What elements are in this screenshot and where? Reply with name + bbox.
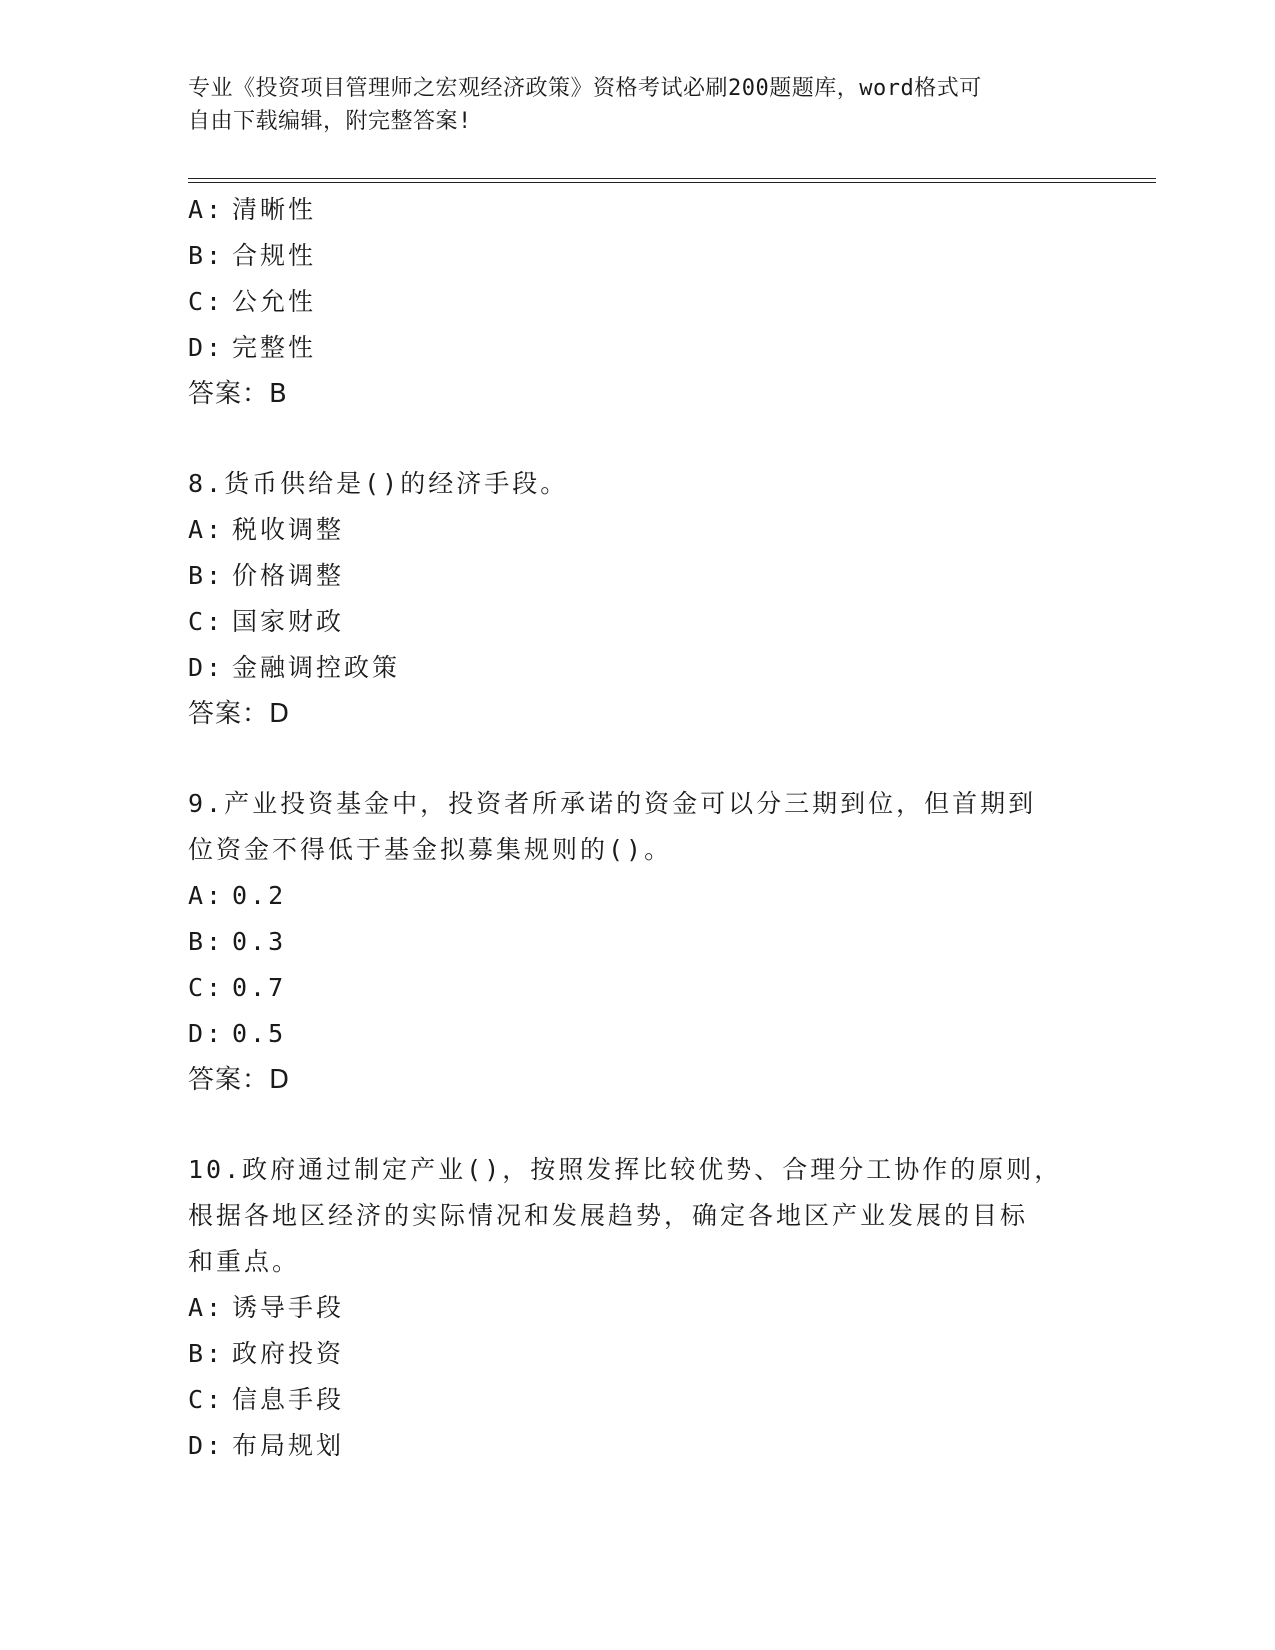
option-key: A:	[188, 515, 225, 544]
option-key: C:	[188, 1385, 225, 1414]
option-text: 国家财政	[232, 607, 345, 636]
option-d	[188, 325, 1068, 371]
option-text: 0.2	[232, 881, 287, 910]
option-key: B:	[188, 561, 225, 590]
option-key: D:	[188, 333, 225, 362]
option-text: 0.5	[232, 1019, 287, 1048]
option-c	[188, 599, 1068, 645]
option-text: 税收调整	[232, 515, 345, 544]
option-b	[188, 553, 1068, 599]
option-key: C:	[188, 287, 225, 316]
option-key: A:	[188, 881, 225, 910]
question-list	[188, 187, 1068, 1469]
answer-line: 答案：D	[188, 699, 291, 729]
option-text: 政府投资	[232, 1339, 345, 1368]
option-text: 金融调控政策	[232, 653, 401, 682]
question-stem-line-3: 和重点。	[188, 1247, 301, 1276]
option-c	[188, 1377, 1068, 1423]
option-a	[188, 507, 1068, 553]
option-key: D:	[188, 1019, 225, 1048]
option-key: C:	[188, 607, 225, 636]
header-divider	[188, 178, 1156, 183]
option-b	[188, 1331, 1068, 1377]
answer-line: 答案：B	[188, 379, 288, 409]
question-stem: 8.货币供给是()的经济手段。	[188, 469, 569, 498]
question-8	[188, 461, 1068, 737]
option-text: 合规性	[232, 241, 317, 270]
option-d	[188, 645, 1068, 691]
option-text: 完整性	[232, 333, 317, 362]
option-d	[188, 1011, 1068, 1057]
option-key: A:	[188, 1293, 225, 1322]
option-c	[188, 279, 1068, 325]
answer-line: 答案：D	[188, 1065, 291, 1095]
option-text: 0.7	[232, 973, 287, 1002]
option-b	[188, 919, 1068, 965]
spacer	[188, 1103, 1068, 1147]
option-key: B:	[188, 241, 225, 270]
option-text: 价格调整	[232, 561, 345, 590]
option-text: 清晰性	[232, 195, 317, 224]
option-c	[188, 965, 1068, 1011]
option-key: D:	[188, 1431, 225, 1460]
option-text: 布局规划	[232, 1431, 345, 1460]
header-line-1: 专业《投资项目管理师之宏观经济政策》资格考试必刷200题题库，word格式可	[188, 76, 982, 101]
question-stem-line-1: 9.产业投资基金中，投资者所承诺的资金可以分三期到位，但首期到	[188, 789, 1037, 818]
question-7-options	[188, 187, 1068, 417]
option-text: 信息手段	[232, 1385, 345, 1414]
option-text: 0.3	[232, 927, 287, 956]
option-text: 诱导手段	[232, 1293, 345, 1322]
option-a	[188, 187, 1068, 233]
option-key: B:	[188, 927, 225, 956]
question-10	[188, 1147, 1068, 1469]
option-key: D:	[188, 653, 225, 682]
question-stem-line-1: 10.政府通过制定产业()，按照发挥比较优势、合理分工协作的原则，	[188, 1155, 1063, 1184]
option-key: A:	[188, 195, 225, 224]
option-a	[188, 873, 1068, 919]
option-d	[188, 1423, 1068, 1469]
option-text: 公允性	[232, 287, 317, 316]
question-9	[188, 781, 1068, 1103]
question-stem-line-2: 根据各地区经济的实际情况和发展趋势，确定各地区产业发展的目标	[188, 1201, 1029, 1230]
question-stem-line-2: 位资金不得低于基金拟募集规则的()。	[188, 835, 673, 864]
option-a	[188, 1285, 1068, 1331]
header-line-2: 自由下载编辑，附完整答案!	[188, 109, 472, 134]
spacer	[188, 737, 1068, 781]
document-header	[188, 72, 1068, 138]
option-key: C:	[188, 973, 225, 1002]
spacer	[188, 417, 1068, 461]
option-key: B:	[188, 1339, 225, 1368]
option-b	[188, 233, 1068, 279]
